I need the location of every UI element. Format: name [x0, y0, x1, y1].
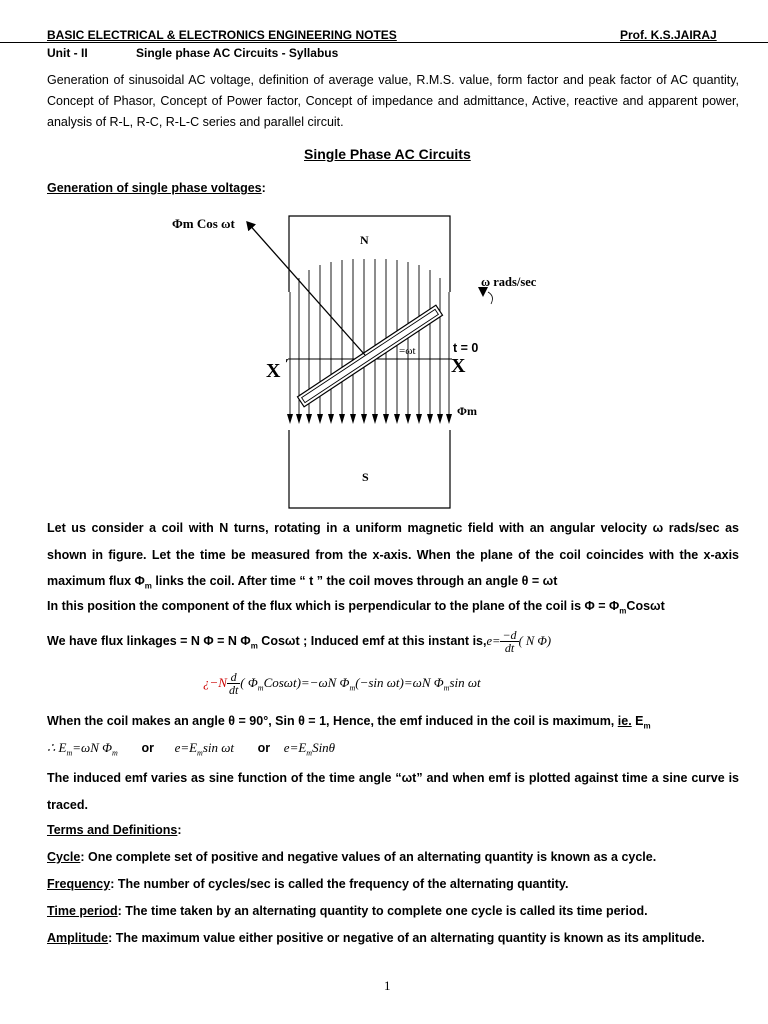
t0-label: t = 0 [453, 341, 479, 355]
term-amplitude: Amplitude: The maximum value either positive or negative of an alternating quantity is known as its amplitude. [47, 931, 705, 945]
equation-emf-derivation: ¿−N $\frac{d}{dt}$ ( $\Phi_mCos\omega t)=-\omega N$ $\Phi_m(-\sin$ ωt)=ωN $\Phi_m\sin$ ωt [203, 670, 481, 698]
header-title: BASIC ELECTRICAL & ELECTRONICS ENGINEERING NOTES [47, 28, 397, 42]
south-pole [289, 430, 450, 508]
omega-label: ω rads/sec [481, 275, 537, 289]
north-label: N [360, 233, 369, 247]
section-title: Single Phase AC Circuits [304, 146, 471, 162]
term-cycle: Cycle: One complete set of positive and negative values of an alternating quantity is known as a cycle. [47, 850, 657, 864]
term-time-period: Time period: The time taken by an alternating quantity to complete one cycle is called its time period. [47, 904, 648, 918]
coil [297, 305, 442, 407]
flux-vector-arrow [247, 222, 365, 355]
phim-label: Φm [457, 404, 477, 418]
angle-label: =ωt [399, 345, 416, 357]
unit-topic: Single phase AC Circuits - Syllabus [136, 46, 339, 60]
unit-label: Unit - II [47, 46, 88, 60]
svg-text:′: ′ [285, 357, 289, 372]
north-pole [289, 216, 450, 292]
page-number: 1 [384, 978, 391, 993]
equation-emf-forms: ∴ $E_m=\omega N$ $\Phi_m$ or $e=E_m\sin$ ωt or $e=E_mSin\theta$ [47, 740, 336, 758]
header-author: Prof. K.S.JAIRAJ [620, 28, 717, 42]
x-prime-label: X [266, 360, 281, 382]
term-frequency: Frequency: The number of cycles/sec is called the frequency of the alternating quantity. [47, 877, 569, 891]
coil-figure [0, 205, 768, 510]
flux-arrowheads [287, 414, 452, 424]
para-max-emf: When the coil makes an angle θ = 90°, Sin θ = 1, Hence, the emf induced in the coil is maximum, ie. $E_m$ [47, 714, 651, 731]
para-flux-linkages: We have flux linkages = N Φ = N $\Phi_m$ Cosωt ; Induced emf at this instant is,e= $\frac{-d}{dt}$ ( N Φ) [47, 628, 551, 656]
header-rule [0, 42, 768, 43]
para-flux-component: In this position the component of the flux which is perpendicular to the plane of the coil is $\Phi = \Phi_mCos\omega t$ [47, 599, 665, 616]
south-label: S [362, 470, 369, 484]
para-coil-description: Let us consider a coil with N turns, rotating in a uniform magnetic field with an angular velocity ω rads/sec as shown in figure. Let the time be measured from the x-axis. When the plane of the coil coincides with the x-axis maximum flux $\Phi_m$ links the coil. After time “ t ” the coil moves through an angle θ = ωt [47, 521, 739, 591]
syllabus-text: Generation of sinusoidal AC voltage, definition of average value, R.M.S. value, form factor and peak factor of AC quantity, Concept of Phasor, Concept of Power factor, Concept of impedance and admittance, Active, reactive and apparent power, analysis of R-L, R-C, R-L-C series and parallel circuit. [47, 73, 739, 129]
flux-cos-label: Φm Cos ωt [172, 216, 235, 231]
para-sine-curve: The induced emf varies as sine function of the time angle “ωt” and when emf is plotted against time a sine curve is traced. [47, 771, 739, 812]
x-label: X [451, 355, 466, 377]
rotation-arc [488, 292, 492, 304]
subheading: Generation of single phase voltages: [47, 181, 266, 195]
terms-heading: Terms and Definitions: [47, 823, 182, 837]
